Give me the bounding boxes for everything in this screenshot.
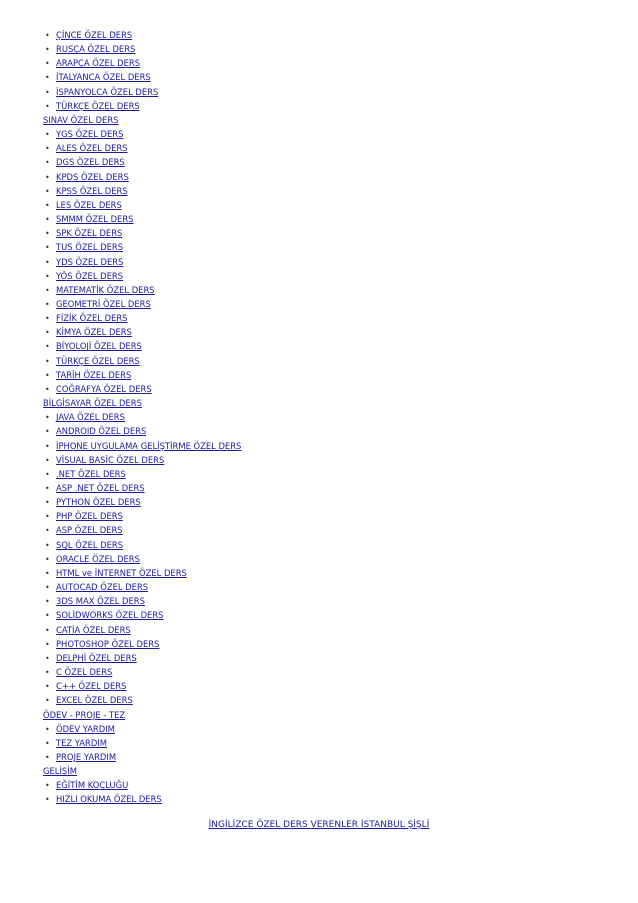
list-item <box>43 467 603 481</box>
course-link[interactable]: GEOMETRİ ÖZEL DERS <box>56 298 151 309</box>
list-item <box>43 481 603 495</box>
course-link[interactable]: HTML ve İNTERNET ÖZEL DERS <box>56 567 187 578</box>
course-link[interactable]: SPK ÖZEL DERS <box>56 228 123 239</box>
section-heading-link[interactable]: GELİŞİM <box>43 766 77 777</box>
list-item <box>43 311 603 325</box>
course-link[interactable]: SMMM ÖZEL DERS <box>56 214 134 225</box>
bullet-icon: • <box>45 568 50 578</box>
list-item <box>43 594 603 608</box>
bullet-icon: • <box>45 370 50 380</box>
course-link[interactable]: SOLİDWORKS ÖZEL DERS <box>56 610 164 621</box>
course-link[interactable]: TUS ÖZEL DERS <box>56 242 124 253</box>
section-heading <box>43 113 603 127</box>
course-link[interactable]: İTALYANCA ÖZEL DERS <box>56 72 151 83</box>
bullet-icon: • <box>45 158 50 168</box>
bullet-icon: • <box>45 795 50 805</box>
course-link[interactable]: 3DS MAX ÖZEL DERS <box>56 596 145 607</box>
bullet-icon: • <box>45 384 50 394</box>
course-link[interactable]: HIZLI OKUMA ÖZEL DERS <box>56 794 162 805</box>
list-item <box>43 56 603 70</box>
bullet-icon: • <box>45 498 50 508</box>
bullet-icon: • <box>45 243 50 253</box>
bullet-icon: • <box>45 696 50 706</box>
bullet-icon: • <box>45 229 50 239</box>
list-item <box>43 637 603 651</box>
list-item <box>43 339 603 353</box>
list-item <box>43 580 603 594</box>
bullet-icon: • <box>45 611 50 621</box>
course-link[interactable]: LES ÖZEL DERS <box>56 199 122 210</box>
bullet-icon: • <box>45 583 50 593</box>
bullet-icon: • <box>45 653 50 663</box>
list-item <box>43 155 603 169</box>
course-link[interactable]: ANDROID ÖZEL DERS <box>56 426 147 437</box>
course-link-list <box>43 28 603 807</box>
list-item <box>43 212 603 226</box>
course-link[interactable]: ARAPÇA ÖZEL DERS <box>56 58 141 69</box>
bullet-icon: • <box>45 59 50 69</box>
list-item <box>43 495 603 509</box>
course-link[interactable]: RUSÇA ÖZEL DERS <box>56 44 136 55</box>
list-item <box>43 750 603 764</box>
list-item <box>43 325 603 339</box>
bullet-icon: • <box>45 101 50 111</box>
course-link[interactable]: YDS ÖZEL DERS <box>56 256 124 267</box>
course-link[interactable]: PYTHON ÖZEL DERS <box>56 497 141 508</box>
list-item <box>43 453 603 467</box>
bullet-icon: • <box>45 31 50 40</box>
bullet-icon: • <box>45 724 50 734</box>
bullet-icon: • <box>45 484 50 493</box>
course-link[interactable]: .NET ÖZEL DERS <box>56 468 126 479</box>
bullet-icon: • <box>45 455 50 465</box>
bullet-icon: • <box>45 172 50 182</box>
course-link[interactable]: TÜRKÇE ÖZEL DERS <box>56 100 140 111</box>
course-link[interactable]: MATEMATİK ÖZEL DERS <box>56 284 155 295</box>
course-link[interactable]: BİYOLOJİ ÖZEL DERS <box>56 341 142 352</box>
bullet-icon: • <box>45 554 50 564</box>
list-item <box>43 99 603 113</box>
list-item <box>43 184 603 198</box>
bullet-icon: • <box>45 526 50 536</box>
list-item <box>43 410 603 424</box>
course-link[interactable]: C++ ÖZEL DERS <box>56 681 127 692</box>
list-item <box>43 693 603 707</box>
course-link[interactable]: ALES ÖZEL DERS <box>56 143 128 154</box>
bullet-icon: • <box>45 682 50 692</box>
bullet-icon: • <box>45 738 50 748</box>
list-item <box>43 255 603 269</box>
course-link[interactable]: TEZ YARDIM <box>56 737 107 748</box>
list-item <box>43 28 603 42</box>
list-item <box>43 170 603 184</box>
course-link[interactable]: CATİA ÖZEL DERS <box>56 624 131 635</box>
bullet-icon: • <box>45 328 50 338</box>
course-link[interactable]: KİMYA ÖZEL DERS <box>56 327 132 338</box>
course-link[interactable]: YGS ÖZEL DERS <box>56 129 124 140</box>
list-item <box>43 85 603 99</box>
bullet-icon: • <box>45 625 50 635</box>
bullet-icon: • <box>45 413 50 423</box>
course-link[interactable]: PROJE YARDIM <box>56 751 117 762</box>
list-item <box>43 736 603 750</box>
section-heading-link[interactable]: SINAV ÖZEL DERS <box>43 114 119 125</box>
course-link[interactable]: YÖS ÖZEL DERS <box>56 270 124 281</box>
list-item <box>43 778 603 792</box>
list-item <box>43 141 603 155</box>
course-link[interactable]: SQL ÖZEL DERS <box>56 539 124 550</box>
bullet-icon: • <box>45 512 50 522</box>
bullet-icon: • <box>45 144 50 154</box>
course-link[interactable]: JAVA ÖZEL DERS <box>56 412 125 423</box>
list-item <box>43 792 603 806</box>
course-link[interactable]: ASP ÖZEL DERS <box>56 525 123 536</box>
list-item <box>43 439 603 453</box>
list-item <box>43 665 603 679</box>
bullet-icon: • <box>45 200 50 210</box>
list-item <box>43 424 603 438</box>
bullet-icon: • <box>45 130 50 140</box>
list-item <box>43 608 603 622</box>
bullet-icon: • <box>45 540 50 550</box>
bullet-icon: • <box>45 356 50 366</box>
course-link[interactable]: DELPHİ ÖZEL DERS <box>56 652 137 663</box>
list-item <box>43 382 603 396</box>
bullet-icon: • <box>45 441 50 451</box>
list-item <box>43 354 603 368</box>
list-item <box>43 523 603 537</box>
course-link[interactable]: ÇİNCE ÖZEL DERS <box>56 30 133 40</box>
bullet-icon: • <box>45 73 50 83</box>
list-item <box>43 509 603 523</box>
list-item <box>43 127 603 141</box>
bullet-icon: • <box>45 427 50 437</box>
list-item <box>43 566 603 580</box>
course-link[interactable]: TARİH ÖZEL DERS <box>56 369 132 380</box>
course-link[interactable]: İSPANYOLCA ÖZEL DERS <box>56 86 159 97</box>
list-item <box>43 651 603 665</box>
course-link[interactable]: VİSUAL BASİC ÖZEL DERS <box>56 454 165 465</box>
list-item <box>43 297 603 311</box>
bullet-icon: • <box>45 299 50 309</box>
bullet-icon: • <box>45 87 50 97</box>
list-item <box>43 269 603 283</box>
list-item <box>43 226 603 240</box>
list-item <box>43 552 603 566</box>
section-heading-link[interactable]: ÖDEV - PROJE - TEZ <box>43 709 126 720</box>
footer-link[interactable]: İNGİLİZCE ÖZEL DERS VERENLER İSTANBUL ŞİŞLİ <box>208 820 430 830</box>
course-link[interactable]: ORACLE ÖZEL DERS <box>56 553 140 564</box>
list-item <box>43 623 603 637</box>
bullet-icon: • <box>45 186 50 196</box>
course-link[interactable]: ÖDEV YARDIM <box>56 723 115 734</box>
bullet-icon: • <box>45 45 50 55</box>
bullet-icon: • <box>45 639 50 649</box>
list-item <box>43 42 603 56</box>
bullet-icon: • <box>45 285 50 295</box>
bullet-icon: • <box>45 257 50 267</box>
bullet-icon: • <box>45 215 50 225</box>
list-item <box>43 679 603 693</box>
course-link[interactable]: KPSS ÖZEL DERS <box>56 185 128 196</box>
course-link[interactable]: KPDS ÖZEL DERS <box>56 171 129 182</box>
list-item <box>43 70 603 84</box>
footer <box>0 820 638 830</box>
course-link[interactable]: COĞRAFYA ÖZEL DERS <box>56 383 152 394</box>
course-link[interactable]: TÜRKÇE ÖZEL DERS <box>56 355 140 366</box>
course-link[interactable]: PHP ÖZEL DERS <box>56 511 123 522</box>
course-link[interactable]: EĞİTİM KOÇLUĞU <box>56 780 129 791</box>
list-item <box>43 240 603 254</box>
list-item <box>43 283 603 297</box>
course-link[interactable]: ASP .NET ÖZEL DERS <box>56 483 145 493</box>
section-heading <box>43 708 603 722</box>
list-item <box>43 368 603 382</box>
course-link[interactable]: FİZİK ÖZEL DERS <box>56 313 128 324</box>
list-item <box>43 538 603 552</box>
bullet-icon: • <box>45 469 50 479</box>
section-heading-link[interactable]: BİLGİSAYAR ÖZEL DERS <box>43 398 142 409</box>
bullet-icon: • <box>45 271 50 281</box>
bullet-icon: • <box>45 597 50 607</box>
bullet-icon: • <box>45 752 50 762</box>
list-item <box>43 198 603 212</box>
bullet-icon: • <box>45 781 50 791</box>
course-link[interactable]: DGS ÖZEL DERS <box>56 157 125 168</box>
course-link[interactable]: PHOTOSHOP ÖZEL DERS <box>56 638 160 649</box>
list-item <box>43 722 603 736</box>
course-link[interactable]: C ÖZEL DERS <box>56 667 113 678</box>
bullet-icon: • <box>45 342 50 352</box>
course-link[interactable]: EXCEL ÖZEL DERS <box>56 695 133 706</box>
course-link[interactable]: İPHONE UYGULAMA GELİŞTİRME ÖZEL DERS <box>56 440 242 451</box>
bullet-icon: • <box>45 668 50 678</box>
course-link[interactable]: AUTOCAD ÖZEL DERS <box>56 582 149 593</box>
section-heading <box>43 764 603 778</box>
bullet-icon: • <box>45 314 50 324</box>
section-heading <box>43 396 603 410</box>
